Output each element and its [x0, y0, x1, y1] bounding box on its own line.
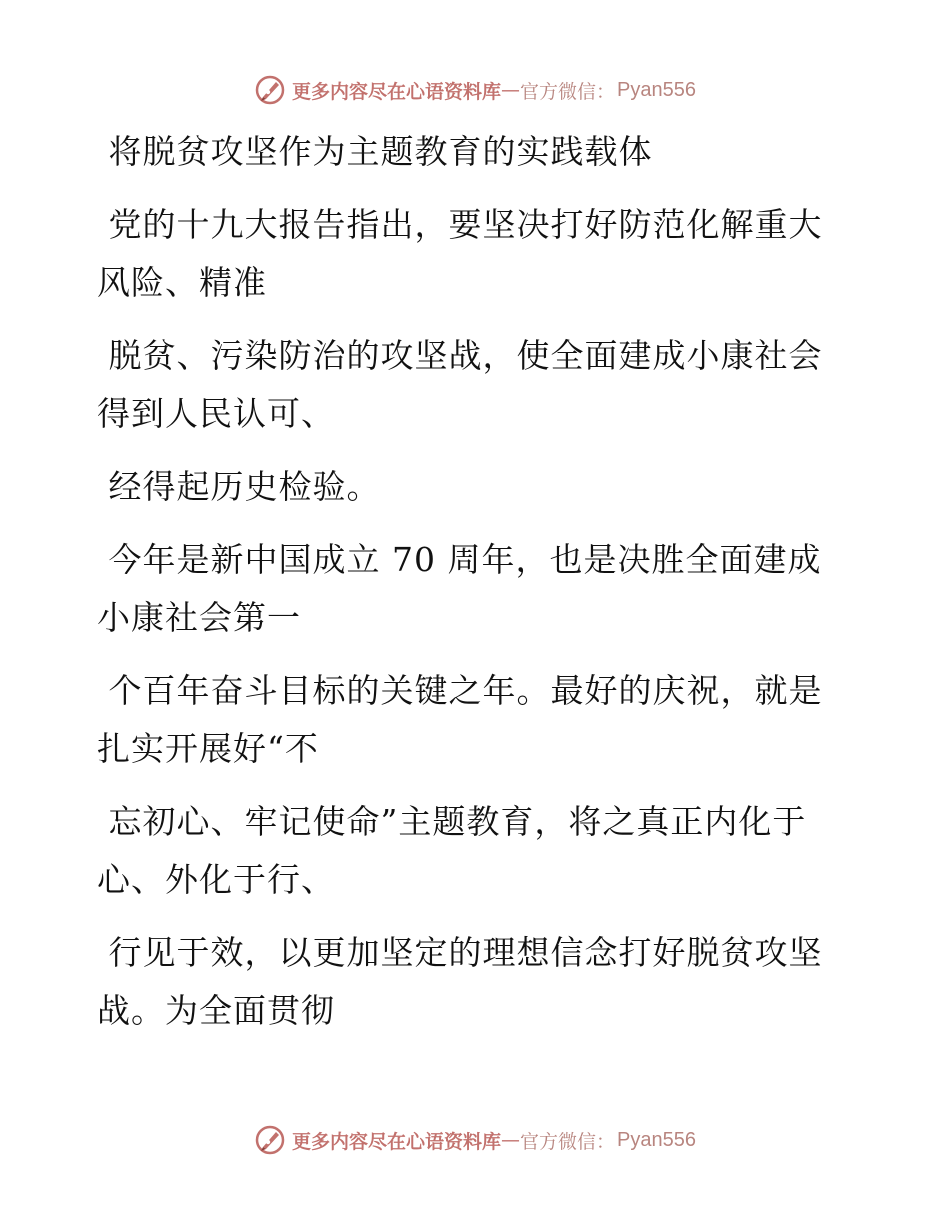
watermark-sub-text: 官方微信： [520, 1130, 616, 1153]
paragraph-8: 行见于效，以更加坚定的理想信念打好脱贫攻坚战。为全面贯彻 [97, 933, 823, 1030]
watermark-dash: — [501, 1129, 521, 1151]
document-body [97, 123, 837, 1055]
paragraph-3: 脱贫、污染防治的攻坚战，使全面建成小康社会得到人民认可、 [97, 336, 823, 433]
watermark-sub-text: 官方微信： [520, 80, 616, 103]
watermark-dash: — [501, 79, 521, 101]
paragraph-7: 忘初心、牢记使命”主题教育，将之真正内化于心、外化于行、 [97, 802, 807, 899]
paragraph-1: 将脱贫攻坚作为主题教育的实践载体 [97, 132, 653, 171]
watermark-wechat-id: Pyan556 [617, 1128, 696, 1151]
paragraph-5: 今年是新中国成立 70 周年，也是决胜全面建成小康社会第一 [97, 540, 822, 637]
pen-logo-icon [254, 74, 286, 106]
footer-watermark [0, 1122, 950, 1158]
paragraph-2: 党的十九大报告指出，要坚决打好防范化解重大风险、精准 [97, 205, 823, 302]
paragraph-6: 个百年奋斗目标的关键之年。最好的庆祝，就是扎实开展好“不 [97, 671, 823, 768]
paragraph-4: 经得起历史检验。 [97, 467, 381, 506]
header-watermark [0, 72, 950, 108]
watermark-main-text: 更多内容尽在心语资料库 [292, 80, 502, 103]
watermark-main-text: 更多内容尽在心语资料库 [292, 1130, 502, 1153]
pen-logo-icon [254, 1124, 286, 1156]
watermark-wechat-id: Pyan556 [617, 78, 696, 101]
